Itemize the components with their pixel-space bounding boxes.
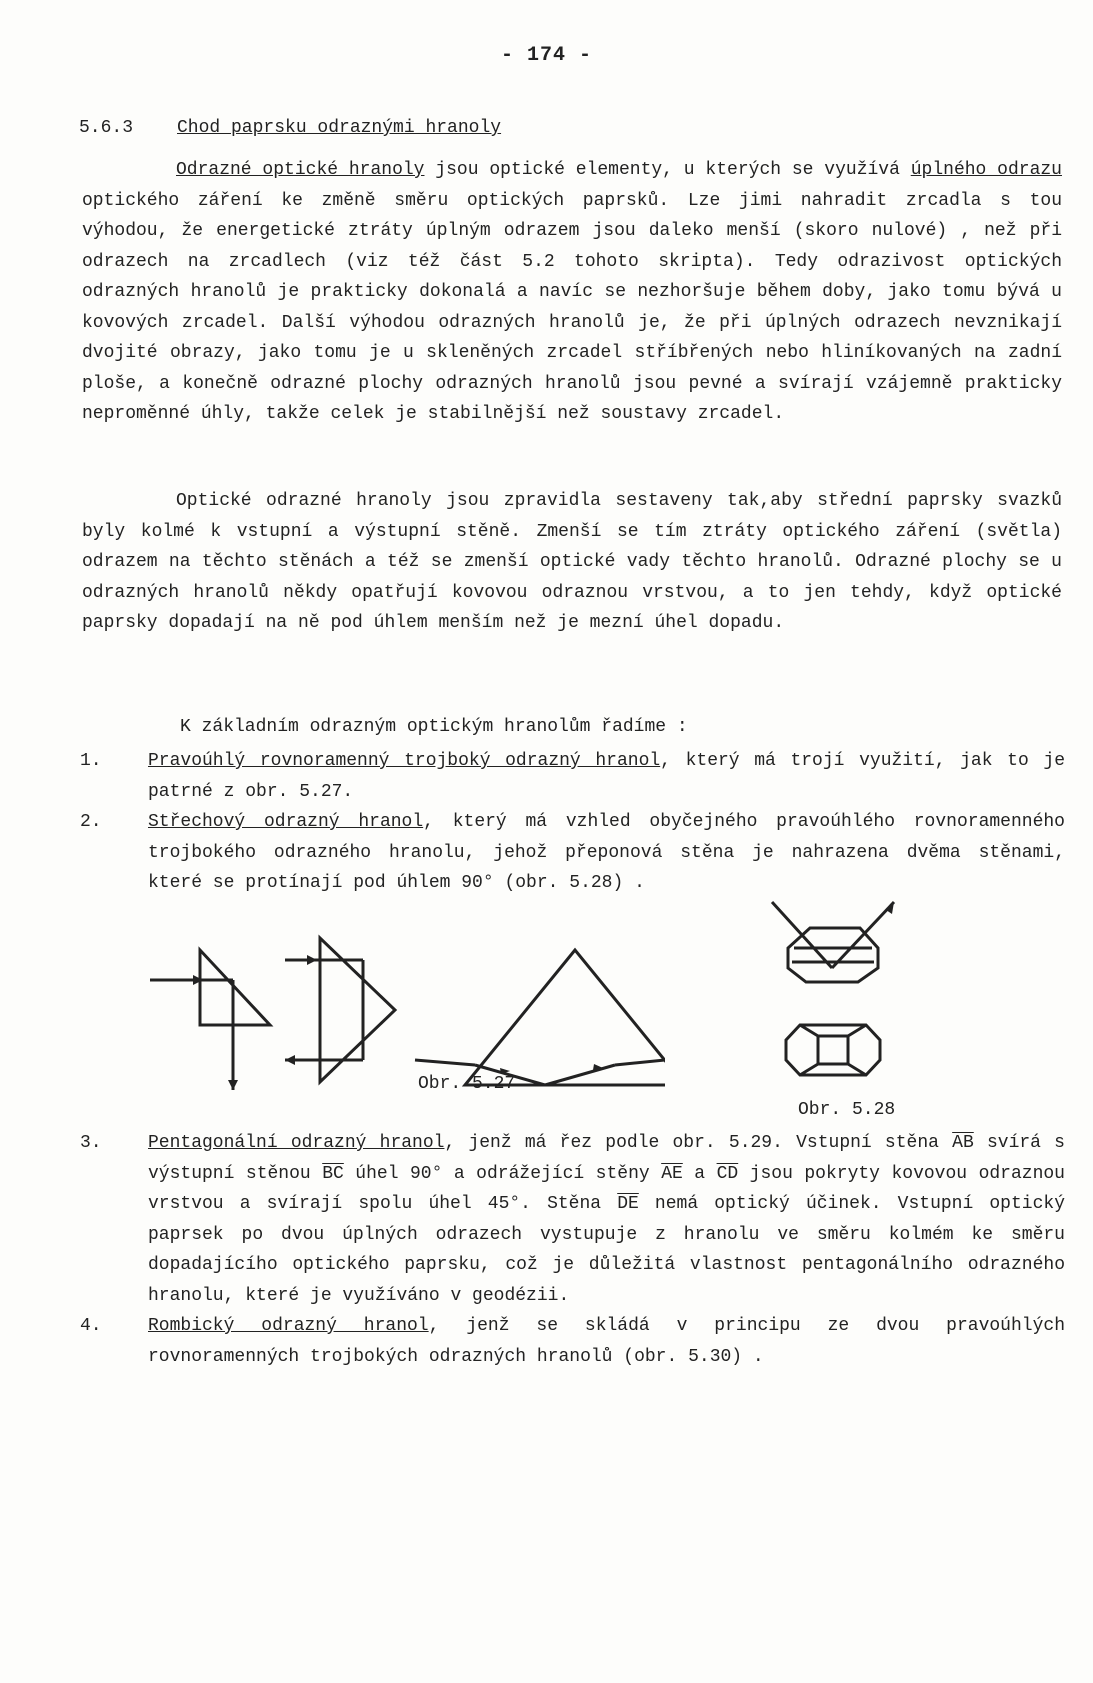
list-text: , jenž se skládá v principu ze dvou pravoúhlých rovnoramenných trojbokých odrazných hranolů (obr. 5.30) .: [148, 1316, 1065, 1367]
edge-ab: $\overline{AB}$: [952, 1133, 974, 1153]
section-heading: [79, 118, 501, 138]
section-number: 5.6.3: [79, 118, 134, 138]
list-text: nemá optický účinek. Vstupní optický paprsek po dvou úplných odrazech vystupuje z hranolu ve směru kolmém ke směru dopadajícího optického paprsku, což je důležitá vlastnost pentagonálního odrazného hranolu, které je využíváno v geodézii.: [148, 1194, 1065, 1306]
list-term: Pravoúhlý rovnoramenný trojboký odrazný hranol: [148, 751, 661, 771]
list-item-3: [80, 1128, 1065, 1311]
list-text: svírá s výstupní stěnou: [148, 1133, 1065, 1184]
page-number: - 174 -: [500, 44, 592, 67]
figure-5-27-drawing: [145, 930, 665, 1100]
list-text: a: [682, 1163, 717, 1184]
prism-list-b: [80, 1128, 1065, 1372]
paragraph-2: [82, 486, 1062, 639]
list-text: úhel 90° a odrážející stěny: [343, 1163, 662, 1184]
list-intro: K základním odrazným optickým hranolům řadíme :: [180, 717, 688, 737]
list-number: 4.: [80, 1316, 102, 1336]
paragraph-1-text-b: optického záření ke změně směru optických paprsků. Lze jimi nahradit zrcadla s tou výhodou, že energetické ztráty úplným odrazem jsou daleko menší (skoro nulové) , než při odrazech na zrcadlech (viz též část 5.2 tohoto skripta). Tedy odrazivost optických odrazných hranolů je prakticky dokonalá a navíc se nezhoršuje během doby, jako tomu bývá u kovových zrcadel. Další výhodou odrazných hranolů je, že při úplných odrazech nevznikají dvojité obrazy, jako tomu je u skleněných zrcadel stříbřených nebo hliníkovaných na zadní ploše, a konečně odrazné plochy odrazných hranolů jsou pevné a svírají vzájemně prakticky neproměnné úhly, takže celek je stabilnější než soustavy zrcadel.: [82, 190, 1062, 424]
list-item-4: [80, 1311, 1065, 1372]
edge-cd: $\overline{CD}$: [716, 1163, 739, 1184]
paragraph-1-text-a: jsou optické elementy, u kterých se využívá: [424, 160, 911, 180]
edge-ae: $\overline{AE}$: [661, 1163, 683, 1184]
caption-5-28: Obr. 5.28: [798, 1100, 896, 1120]
list-term: Střechový odrazný hranol: [148, 812, 424, 832]
list-item-1: [80, 746, 1065, 807]
list-text: , který má vzhled obyčejného pravoúhlého rovnoramenného trojbokého odrazného hranolu, jehož přeponová stěna je nahrazena dvěma stěnami, které se protínají pod úhlem 90° (obr. 5.28) .: [148, 812, 1065, 893]
list-number: 1.: [80, 751, 102, 771]
list-term: Rombický odrazný hranol: [148, 1316, 429, 1336]
edge-bc: $\overline{BC}$: [322, 1163, 344, 1184]
term-odrazne-hranoly: Odrazné optické hranoly: [176, 160, 425, 180]
edge-de: $\overline{DE}$: [617, 1194, 639, 1214]
list-number: 2.: [80, 812, 102, 832]
caption-5-27: Obr. 5.27: [418, 1074, 516, 1094]
list-number: 3.: [80, 1133, 102, 1153]
list-item-2: [80, 807, 1065, 899]
prism-list-a: [80, 746, 1065, 899]
term-uplny-odraz: úplného odrazu: [910, 160, 1062, 180]
list-text: , který má trojí využití, jak to je patrné z obr. 5.27.: [148, 751, 1065, 802]
figure-5-28-drawing: [770, 900, 920, 1080]
list-text: jsou pokryty kovovou odraznou vrstvou a svírají spolu úhel 45°. Stěna: [148, 1163, 1065, 1214]
list-term: Pentagonální odrazný hranol: [148, 1133, 445, 1153]
list-text: , jenž má řez podle obr. 5.29. Vstupní stěna: [444, 1133, 953, 1153]
paragraph-2-text: Optické odrazné hranoly jsou zpravidla sestaveny tak,aby střední paprsky svazků byly kolmé k vstupní a výstupní stěně. Zmenší se tím ztráty optického záření (světla) odrazem na těchto stěnách a též se zmenší optické vady těchto hranolů. Odrazné plochy se u odrazných hranolů někdy opatřují kovovou odraznou vrstvou, a to jen tehdy, když optické paprsky dopadají na ně pod úhlem menším než je mezní úhel dopadu.: [82, 491, 1062, 633]
paragraph-1: [82, 155, 1062, 430]
section-title: Chod paprsku odraznými hranoly: [177, 118, 502, 138]
